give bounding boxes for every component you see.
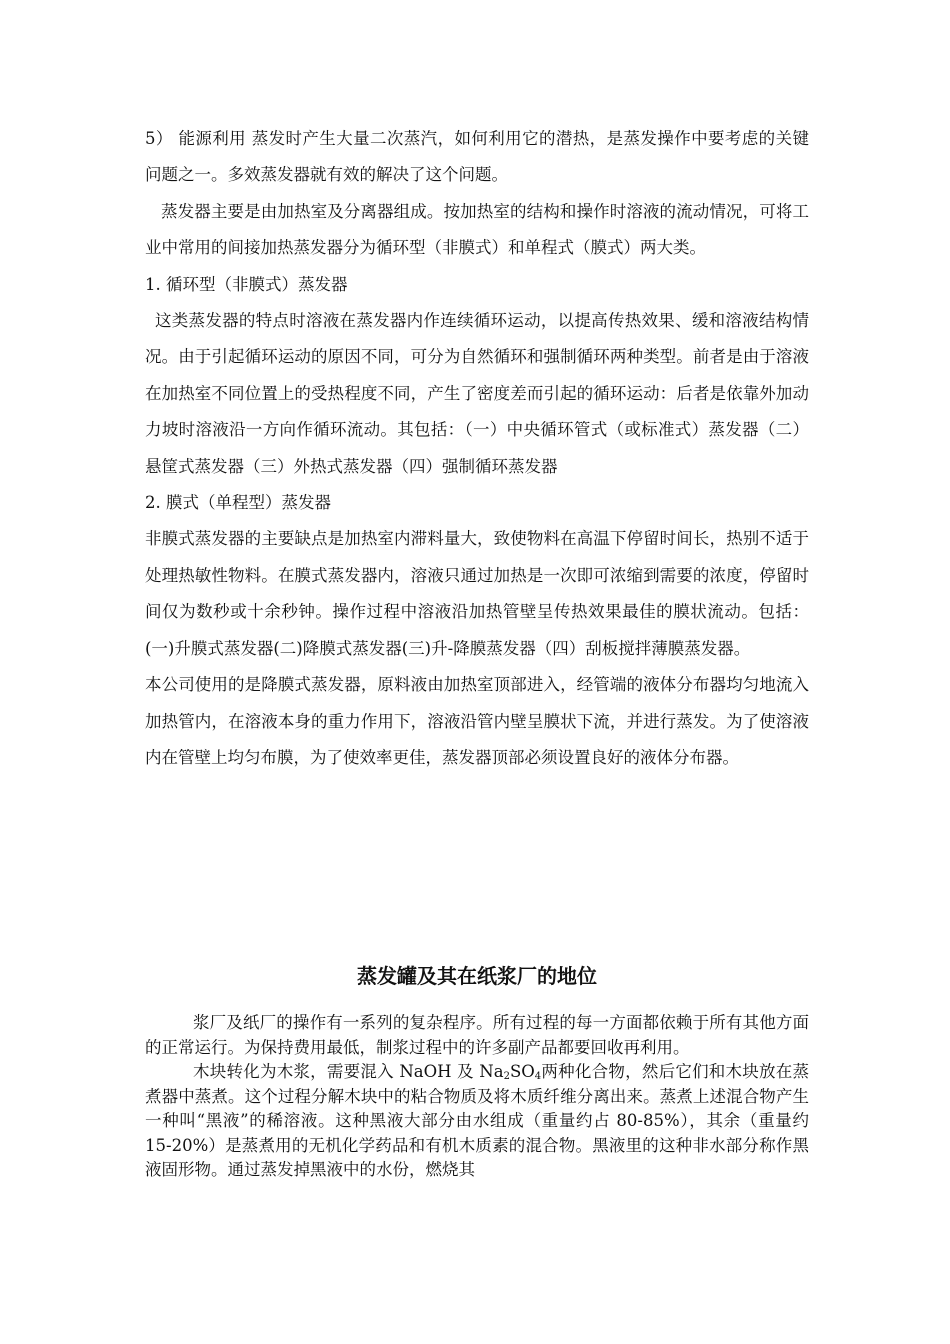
company-usage-paragraph: 本公司使用的是降膜式蒸发器，原料液由加热室顶部进入，经管端的液体分布器均匀地流入加热管内，在溶液本身的重力作用下，溶液沿管内壁呈膜状下流，并进行蒸发。为了使溶液内在管壁上均匀布膜，为了使效率更佳，蒸发器顶部必须设置良好的液体分布器。 bbox=[145, 675, 809, 767]
pulp-mill-intro-paragraph: 浆厂及纸厂的操作有一系列的复杂程序。所有过程的每一方面都依赖于所有其他方面的正常运行。为保持费用最低，制浆过程中的许多副产品都要回收再利用。 bbox=[145, 1013, 809, 1057]
film-type-heading: 2. 膜式（单程型）蒸发器 bbox=[145, 493, 331, 513]
black-liquor-text-2: SO bbox=[509, 1062, 535, 1081]
pulp-mill-section bbox=[145, 1011, 809, 1183]
circulation-type-heading: 1. 循环型（非膜式）蒸发器 bbox=[145, 274, 348, 294]
evaporator-overview-section bbox=[145, 121, 809, 776]
energy-use-paragraph: 5） 能源利用 蒸发时产生大量二次蒸汽，如何利用它的潜热，是蒸发操作中要考虑的关键问题之一。多效蒸发器就有效的解决了这个问题。 bbox=[145, 129, 809, 185]
black-liquor-text-3: 两种化合物，然后它们和木块放在蒸煮器中蒸煮。这个过程分解木块中的粘合物质及将木质纤维分离出来。蒸煮上述混合物产生一种叫“黑液”的稀溶液。这种黑液大部分由水组成（重量约占 80-85%），其余（重量约 15-20%）是蒸煮用的无机化学药品和有机木质素的混合物。黑液里的这种非水部分称作黑液固形物。通过蒸发掉黑液中的水份，燃烧其 bbox=[145, 1062, 810, 1179]
film-type-paragraph: 非膜式蒸发器的主要缺点是加热室内滞料量大，致使物料在高温下停留时间长，热别不适于处理热敏性物料。在膜式蒸发器内，溶液只通过加热是一次即可浓缩到需要的浓度，停留时间仅为数秒或十余秒钟。操作过程中溶液沿加热管壁呈传热效果最佳的膜状流动。包括：(一)升膜式蒸发器(二)降膜式蒸发器(三)升-降膜蒸发器（四）刮板搅拌薄膜蒸发器。 bbox=[145, 529, 809, 658]
subscript-4: 4 bbox=[534, 1071, 542, 1082]
subscript-2: 2 bbox=[503, 1071, 510, 1082]
evaporator-types-paragraph: 蒸发器主要是由加热室及分离器组成。按加热室的结构和操作时溶液的流动情况，可将工业中常用的间接加热蒸发器分为循环型（非膜式）和单程式（膜式）两大类。 bbox=[145, 201, 809, 258]
black-liquor-text-1: 木块转化为木浆，需要混入 NaOH 及 Na bbox=[193, 1062, 504, 1081]
circulation-type-paragraph: 这类蒸发器的特点时溶液在蒸发器内作连续循环运动，以提高传热效果、缓和溶液结构情况。由于引起循环运动的原因不同，可分为自然循环和强制循环两种类型。前者是由于溶液在加热室不同位置上的受热程度不同，产生了密度差而引起的循环运动：后者是依靠外加动力坡时溶液沿一方向作循环流动。其包括：（一）中央循环管式（或标准式）蒸发器（二）悬筐式蒸发器（三）外热式蒸发器（四）强制循环蒸发器 bbox=[145, 311, 809, 476]
black-liquor-paragraph bbox=[145, 1060, 809, 1183]
section-title: 蒸发罐及其在纸浆厂的地位 bbox=[357, 964, 597, 988]
